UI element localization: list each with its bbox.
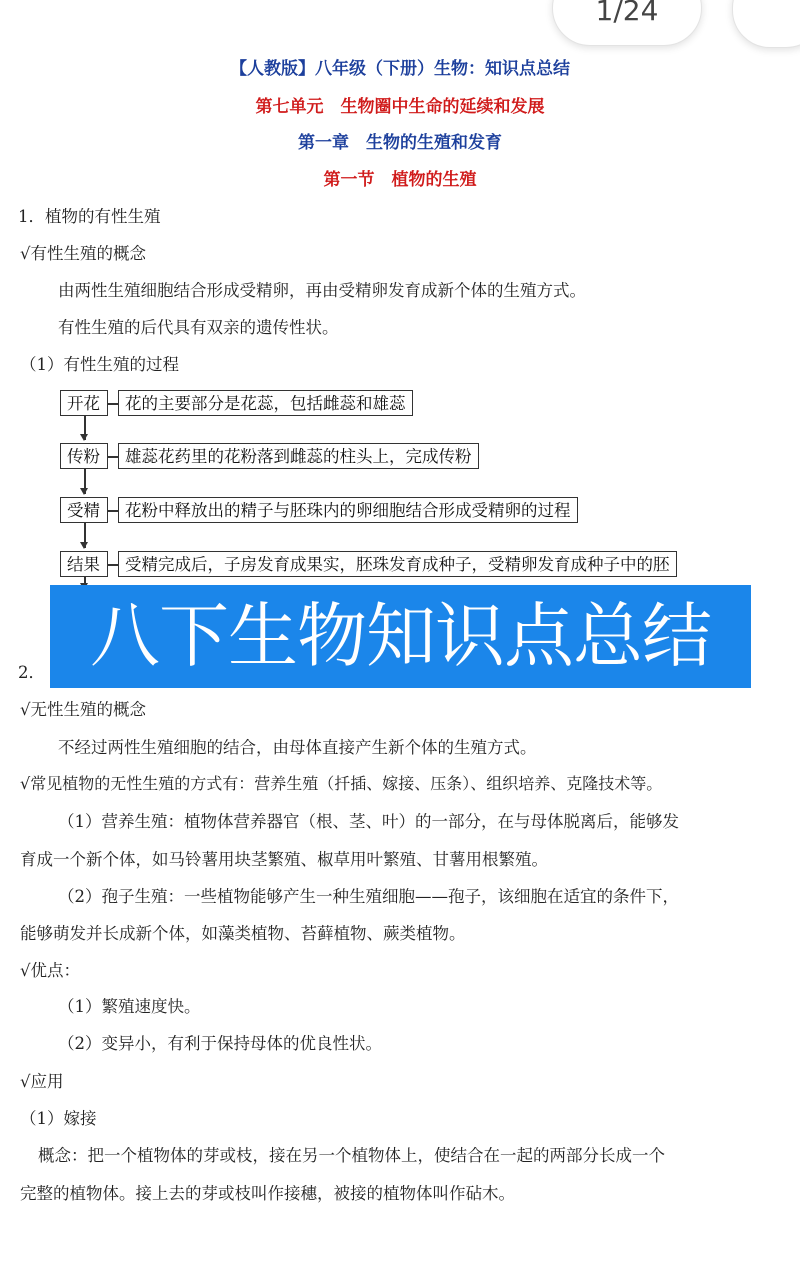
flow-desc-pollination: 雄蕊花药里的花粉落到雌蕊的柱头上，完成传粉 bbox=[118, 443, 479, 469]
flow-desc-fruiting: 受精完成后，子房发育成果实，胚珠发育成种子，受精卵发育成种子中的胚 bbox=[118, 551, 677, 577]
flow-connector bbox=[108, 456, 118, 458]
asexual-reproduction-heading: 2． bbox=[18, 663, 45, 682]
section-heading: 第一节 植物的生殖 bbox=[323, 170, 477, 190]
overlay-banner-text: 八下生物知识点总结 bbox=[90, 595, 711, 677]
sexual-definition: 由两性生殖细胞结合形成受精卵，再由受精卵发育成新个体的生殖方式。 bbox=[58, 281, 586, 300]
document-title: 【人教版】八年级（下册）生物：知识点总结 bbox=[230, 59, 570, 79]
advantages-label: √优点： bbox=[20, 961, 81, 980]
menu-button[interactable] bbox=[732, 0, 800, 48]
vegetative-propagation-line1: （1）营养生殖：植物体营养器官（根、茎、叶）的一部分，在与母体脱离后，能够发 bbox=[58, 812, 679, 831]
flow-stage-flowering: 开花 bbox=[60, 390, 108, 416]
flow-desc-fertilization: 花粉中释放出的精子与胚珠内的卵细胞结合形成受精卵的过程 bbox=[118, 497, 578, 523]
flow-arrow-down bbox=[84, 416, 86, 440]
asexual-concept-label: √无性生殖的概念 bbox=[20, 700, 147, 719]
flow-connector bbox=[108, 403, 118, 405]
flow-connector bbox=[108, 564, 118, 566]
sexual-trait: 有性生殖的后代具有双亲的遗传性状。 bbox=[58, 318, 339, 337]
flow-stage-fruiting: 结果 bbox=[60, 551, 108, 577]
sexual-concept-label: √有性生殖的概念 bbox=[20, 244, 147, 263]
spore-reproduction-line1: （2）孢子生殖：一些植物能够产生一种生殖细胞——孢子，该细胞在适宜的条件下， bbox=[58, 887, 679, 906]
application-label: √应用 bbox=[20, 1072, 64, 1091]
flow-arrow-down bbox=[84, 469, 86, 494]
grafting-line2: 完整的植物体。接上去的芽或枝叫作接穗，被接的植物体叫作砧木。 bbox=[20, 1184, 515, 1203]
asexual-methods: √常见植物的无性生殖的方式有：营养生殖（扦插、嫁接、压条）、组织培养、克隆技术等。 bbox=[20, 774, 663, 793]
page-indicator[interactable]: 1/24 bbox=[552, 0, 702, 46]
advantage-item: （1）繁殖速度快。 bbox=[58, 997, 201, 1016]
advantage-item: （2）变异小，有利于保持母体的优良性状。 bbox=[58, 1034, 382, 1053]
title-overlay-banner bbox=[50, 585, 751, 688]
grafting-line1: 概念：把一个植物体的芽或枝，接在另一个植物体上，使结合在一起的两部分长成一个 bbox=[38, 1146, 665, 1165]
spore-reproduction-line2: 能够萌发并长成新个体，如藻类植物、苔藓植物、蕨类植物。 bbox=[20, 924, 466, 943]
vegetative-propagation-line2: 育成一个新个体，如马铃薯用块茎繁殖、椒草用叶繁殖、甘薯用根繁殖。 bbox=[20, 850, 548, 869]
chapter-heading: 第一章 生物的生殖和发育 bbox=[298, 133, 502, 153]
flow-stage-pollination: 传粉 bbox=[60, 443, 108, 469]
flow-stage-fertilization: 受精 bbox=[60, 497, 108, 523]
grafting-heading: （1）嫁接 bbox=[20, 1109, 97, 1128]
sexual-reproduction-heading: 1．植物的有性生殖 bbox=[18, 207, 161, 226]
flow-desc-flowering: 花的主要部分是花蕊，包括雌蕊和雄蕊 bbox=[118, 390, 413, 416]
process-heading: （1）有性生殖的过程 bbox=[20, 355, 179, 374]
unit-heading: 第七单元 生物圈中生命的延续和发展 bbox=[255, 97, 545, 117]
asexual-definition: 不经过两性生殖细胞的结合，由母体直接产生新个体的生殖方式。 bbox=[58, 738, 537, 757]
flow-connector bbox=[108, 510, 118, 512]
flow-arrow-down bbox=[84, 523, 86, 548]
